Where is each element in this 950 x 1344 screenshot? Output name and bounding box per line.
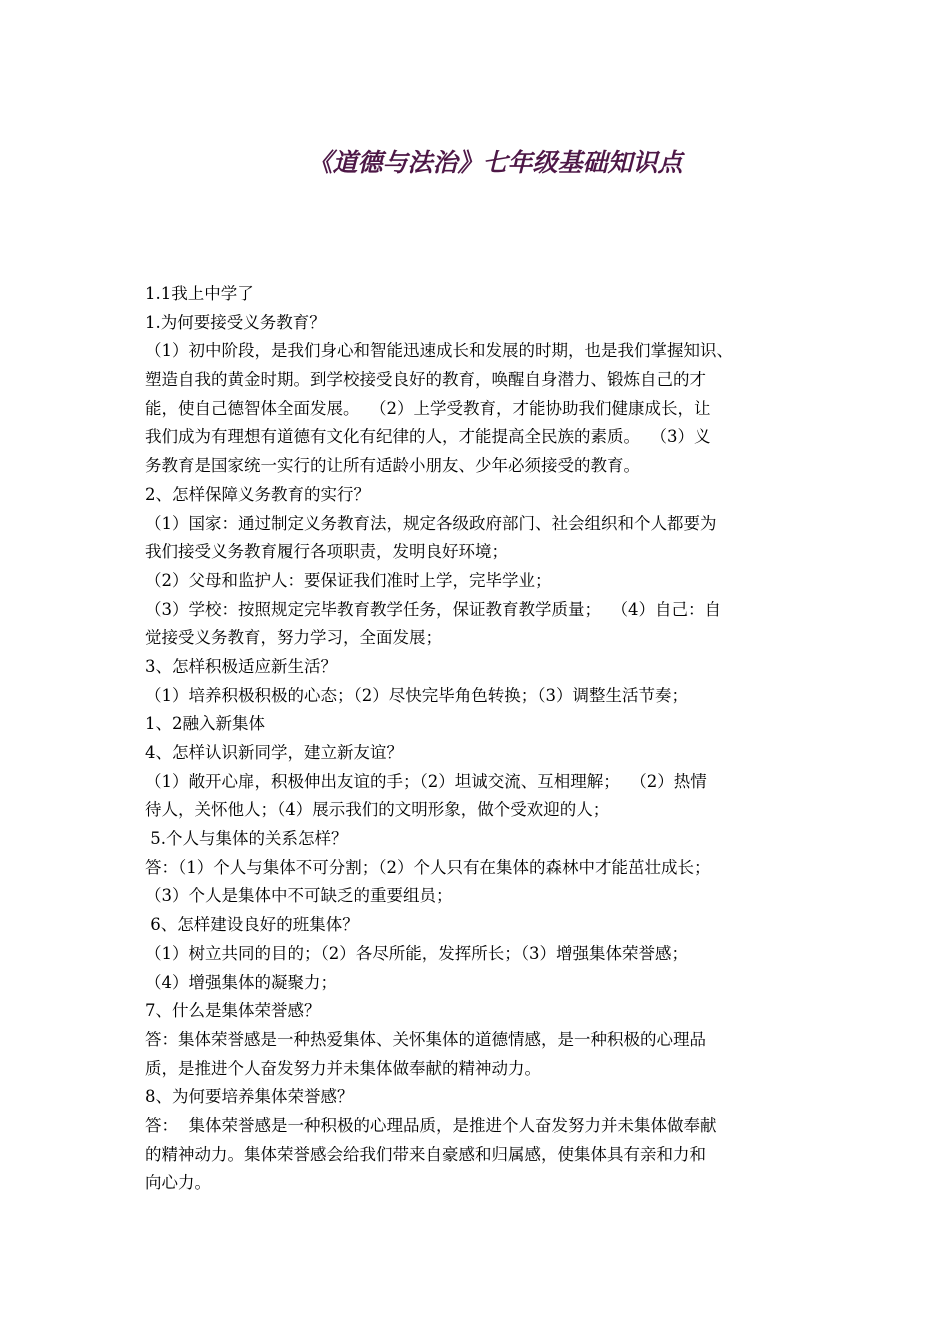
- body-line: 2、怎样保障义务教育的实行？: [145, 484, 370, 504]
- body-line: （1）敞开心扉，积极伸出友谊的手；（2）坦诚交流、互相理解； （2）热情: [145, 771, 707, 791]
- body-line: 1、2融入新集体: [145, 714, 265, 734]
- body-line: 6、怎样建设良好的班集体？: [145, 915, 359, 935]
- body-line: 1.1我上中学了: [145, 284, 254, 303]
- body-line: 向心力。: [145, 1173, 211, 1193]
- body-line: （3）个人是集体中不可缺乏的重要组员；: [145, 886, 453, 906]
- body-line: 待人，关怀他人；（4）展示我们的文明形象，做个受欢迎的人；: [145, 800, 610, 820]
- body-line: 能，使自己德智体全面发展。 （2）上学受教育，才能协助我们健康成长，让: [145, 398, 711, 418]
- body-line: 觉接受义务教育，努力学习，全面发展；: [145, 628, 442, 648]
- body-line: 的精神动力。集体荣誉感会给我们带来自豪感和归属感，使集体具有亲和力和: [145, 1144, 706, 1164]
- body-line: （4）增强集体的凝聚力；: [145, 972, 337, 992]
- body-line: 4、怎样认识新同学，建立新友谊？: [145, 743, 403, 762]
- body-line: （1）树立共同的目的；（2）各尽所能，发挥所长；（3）增强集体荣誉感；: [145, 943, 688, 963]
- body-line: 7、什么是集体荣誉感？: [145, 1001, 321, 1021]
- body-line: 8、为何要培养集体荣誉感？: [145, 1087, 354, 1107]
- body-line: 1.为何要接受义务教育？: [145, 312, 326, 332]
- body-line: 答：（1）个人与集体不可分割；（2）个人只有在集体的森林中才能茁壮成长；: [145, 857, 711, 877]
- body-line: 3、怎样积极适应新生活？: [145, 656, 337, 676]
- body-line: （1）国家：通过制定义务教育法，规定各级政府部门、社会组织和个人都要为: [145, 513, 717, 533]
- body-line: 答： 集体荣誉感是一种积极的心理品质，是推进个人奋发努力并未集体做奉献: [145, 1115, 717, 1135]
- body-line: 质，是推进个人奋发努力并未集体做奉献的精神动力。: [145, 1058, 541, 1078]
- document-title: 《道德与法治》七年级基础知识点: [307, 148, 683, 177]
- body-line: （3）学校：按照规定完毕教育教学任务，保证教育教学质量； （4）自己：自: [145, 599, 721, 619]
- body-line: 塑造自我的黄金时期。到学校接受良好的教育，唤醒自身潜力、锻炼自己的才: [145, 370, 706, 390]
- body-line: 务教育是国家统一实行的让所有适龄小朋友、少年必须接受的教育。: [145, 456, 640, 476]
- body-line: （2）父母和监护人：要保证我们准时上学，完毕学业；: [145, 570, 552, 590]
- body-line: （1）初中阶段，是我们身心和智能迅速成长和发展的时期，也是我们掌握知识、: [145, 341, 733, 361]
- body-line: 答：集体荣誉感是一种热爱集体、关怀集体的道德情感，是一种积极的心理品: [145, 1029, 706, 1049]
- body-line: 5.个人与集体的关系怎样？: [145, 829, 348, 849]
- body-line: （1）培养积极积极的心态；（2）尽快完毕角色转换；（3）调整生活节奏；: [145, 685, 688, 705]
- body-line: 我们接受义务教育履行各项职责，发明良好环境；: [145, 542, 508, 562]
- body-line: 我们成为有理想有道德有文化有纪律的人，才能提高全民族的素质。 （3）义: [145, 427, 711, 447]
- document-body: [145, 280, 835, 1198]
